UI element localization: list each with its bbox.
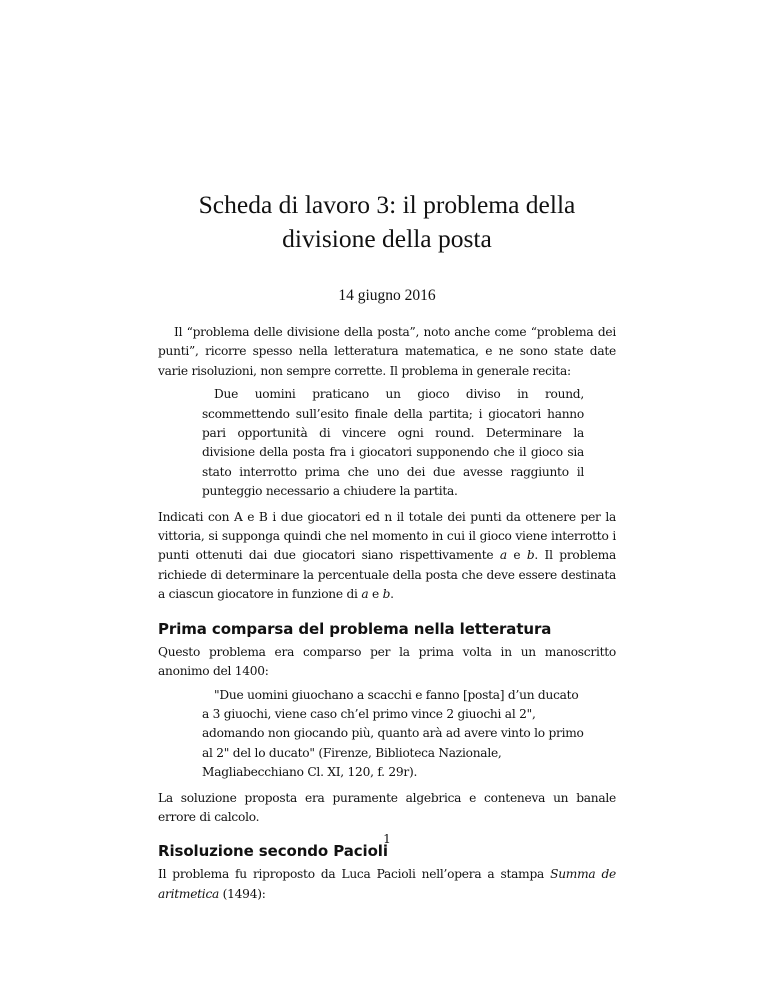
problem-quote: Due uomini praticano un gioco diviso in round, scommettendo sull’esito finale della partita; i giocatori hanno pari opportunità di vincere ogni round. Determinare la divisione della posta fra i giocatori supponendo che il gioco sia stato interrotto prima che uno dei due avesse raggiunto il punteggio necessario a chiudere la partita. bbox=[202, 387, 584, 499]
variable-b: b bbox=[526, 548, 535, 563]
section1-conclusion: La soluzione proposta era puramente algebrica e conteneva un banale errore di calcolo. bbox=[158, 790, 616, 824]
variable-a: a bbox=[361, 587, 369, 602]
document-title: Scheda di lavoro 3: il problema della divisione della posta bbox=[198, 190, 576, 253]
variable-b: b bbox=[382, 587, 391, 602]
section-heading-first-appearance: Prima comparsa del problema nella letteratura bbox=[158, 619, 552, 638]
manuscript-quote: "Due uomini giuochano a scacchi e fanno [posta] d’un ducato a 3 giuochi, viene caso ch’el primo vince 2 giuochi al 2", adomando non giocando più, quanto arà ad avere vinto lo primo al 2" del lo ducato" (Firenze, Biblioteca Nazionale, Magliabecchiano Cl. XI, 120, f. 29r). bbox=[202, 687, 584, 780]
section-heading-pacioli: Risoluzione secondo Pacioli bbox=[158, 842, 388, 861]
document-page bbox=[158, 0, 616, 994]
document-date: 14 giugno 2016 bbox=[338, 287, 436, 304]
document-body bbox=[158, 323, 616, 904]
intro-paragraph: Il “problema delle divisione della posta”, noto anche come “problema dei punti”, ricorre spesso nella letteratura matematica, e ne sono state date varie risoluzioni, non sempre corrette. Il problema in generale recita: bbox=[158, 325, 616, 378]
variable-a: a bbox=[499, 548, 507, 563]
page-number: 1 bbox=[383, 832, 391, 846]
setup-paragraph: Indicati con A e B i due giocatori ed n il totale dei punti da ottenere per la vittoria, si supponga quindi che nel momento in cui il gioco viene interrotto i punti ottenuti dai due giocatori siano rispettivamente a e b. Il problema richiede di determinare la percentuale della posta che deve essere destinata a ciascun giocatore in funzione di a e b. bbox=[158, 509, 616, 602]
section1-paragraph: Questo problema era comparso per la prima volta in un manoscritto anonimo del 1400: bbox=[158, 644, 616, 679]
work-title: Summa de aritmetica bbox=[158, 867, 616, 901]
section2-paragraph: Il problema fu riproposto da Luca Pacioli nell’opera a stampa Summa de aritmetica (1494): bbox=[158, 867, 616, 901]
